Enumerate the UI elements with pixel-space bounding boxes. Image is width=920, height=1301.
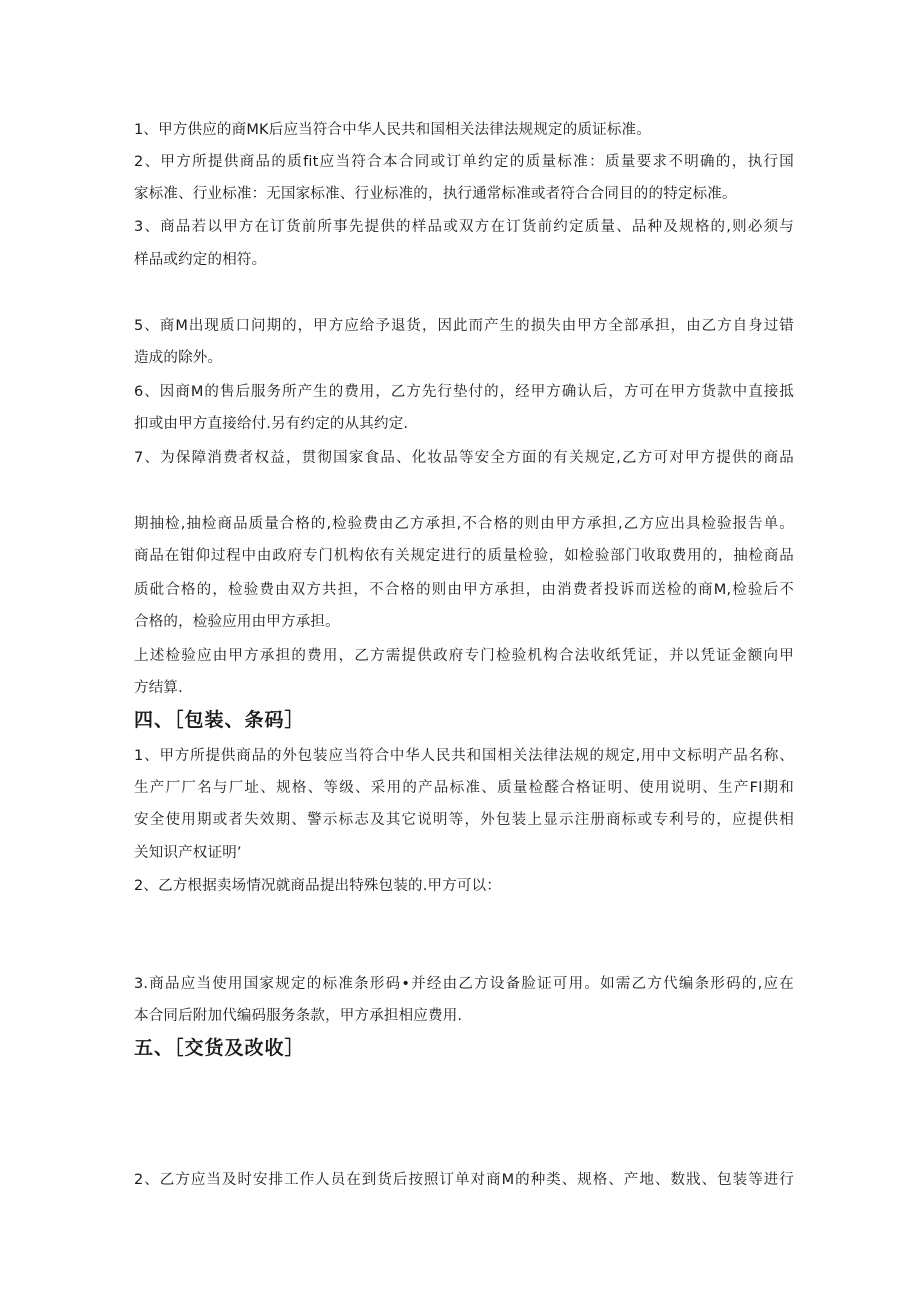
clause-4-3-line-2: 本合同后附加代编码服务条款，甲方承担相应费用. [134,1008,463,1024]
clause-3-8-line-2: 方结算. [134,680,183,696]
clause-3-5-line-1: 5、商M出现质口问期的，甲方应给予退货，因此而产生的损失由甲方全部承担，由乙方自身过错 [134,318,794,334]
clause-3-6-line-1: 6、因商M的售后服务所产生的费用，乙方先行垫付的，经甲方确认后，方可在甲方货款中直接抵 [134,384,794,400]
section-4-heading: 四、［包装、条码］ [134,709,305,731]
clause-3-7-line-6: 合格的，检验应用由甲方承担。 [134,614,340,630]
clause-3-3-line-2: 样品或约定的相符。 [134,252,267,268]
clause-4-3-line-1: 3.商品应当使用国家规定的标准条形码•并经由乙方设备脸证可用。如需乙方代编条形码的,应在 [134,976,794,992]
clause-3-8-line-1: 上述检验应由甲方承担的费用，乙方需提供政府专门检验机构合法收纸凭证，并以凭证金额向甲 [134,648,794,664]
clause-3-5-line-2: 造成的除外。 [134,350,223,366]
clause-4-1-line-1: 1、甲方所提供商品的外包装应当符合中华人民共和国相关法律法规的规定,用中文标明产品名称、 [134,748,794,764]
clause-3-7-line-5: 质砒合格的，检验费由双方共担，不合格的则由甲方承担，由消费者投诉而送检的商M,检验后不 [134,582,794,598]
clause-3-3-line-1: 3、商品若以甲方在订货前所事先提供的样品或双方在订货前约定质量、品种及规格的,则必须与 [134,219,794,235]
clause-3-7-line-1: 7、为保障消费者权益，贯彻国家食品、化妆品等安全方面的有关规定,乙方可对甲方提供的商品 [134,450,794,466]
clause-4-2: 2、乙方根据卖场情况就商品提出特殊包装的.甲方可以： [134,878,502,894]
clause-3-2-line-1: 2、甲方所提供商品的质fit应当符合本合同或订单约定的质量标准：质量要求不明确的，执行国 [134,154,794,170]
clause-4-1-line-2: 生产厂厂名与厂址、规格、等级、采用的产品标准、质量检醛合格证明、使用说明、生产Fl期和 [134,780,794,796]
clause-4-1-line-4: 关知识产权证明’ [134,845,242,861]
section-5-heading: 五、［交货及改收］ [134,1037,305,1059]
clause-3-2-line-2: 家标准、行业标准：无国家标准、行业标准的，执行通常标准或者符合合同目的的特定标准。 [134,186,737,202]
clause-5-2-line-1: 2、乙方应当及时安排工作人员在到货后按照订单对商M的种类、规格、产地、数戕、包装等进行 [134,1172,794,1188]
clause-3-1: 1、甲方供应的商MK后应当符合中华人民共和国相关法律法规规定的质证标准。 [134,122,651,138]
clause-4-1-line-3: 安全使用期或者失效期、警示标志及其它说明等，外包装上显示注册商标或专利号的，应提供相 [134,812,794,828]
clause-3-6-line-2: 扣或由甲方直接给付.另有约定的从其约定. [134,416,409,432]
clause-3-7-line-4: 商品在钳仰过程中由政府专门机构依有关规定进行的质量检验，如检验部门收取费用的，抽检商品 [134,548,794,564]
clause-3-7-line-3: 期抽检,抽检商品质量合格的,检验费由乙方承担,不合格的则由甲方承担,乙方应出具检验报告单。 [134,516,794,532]
